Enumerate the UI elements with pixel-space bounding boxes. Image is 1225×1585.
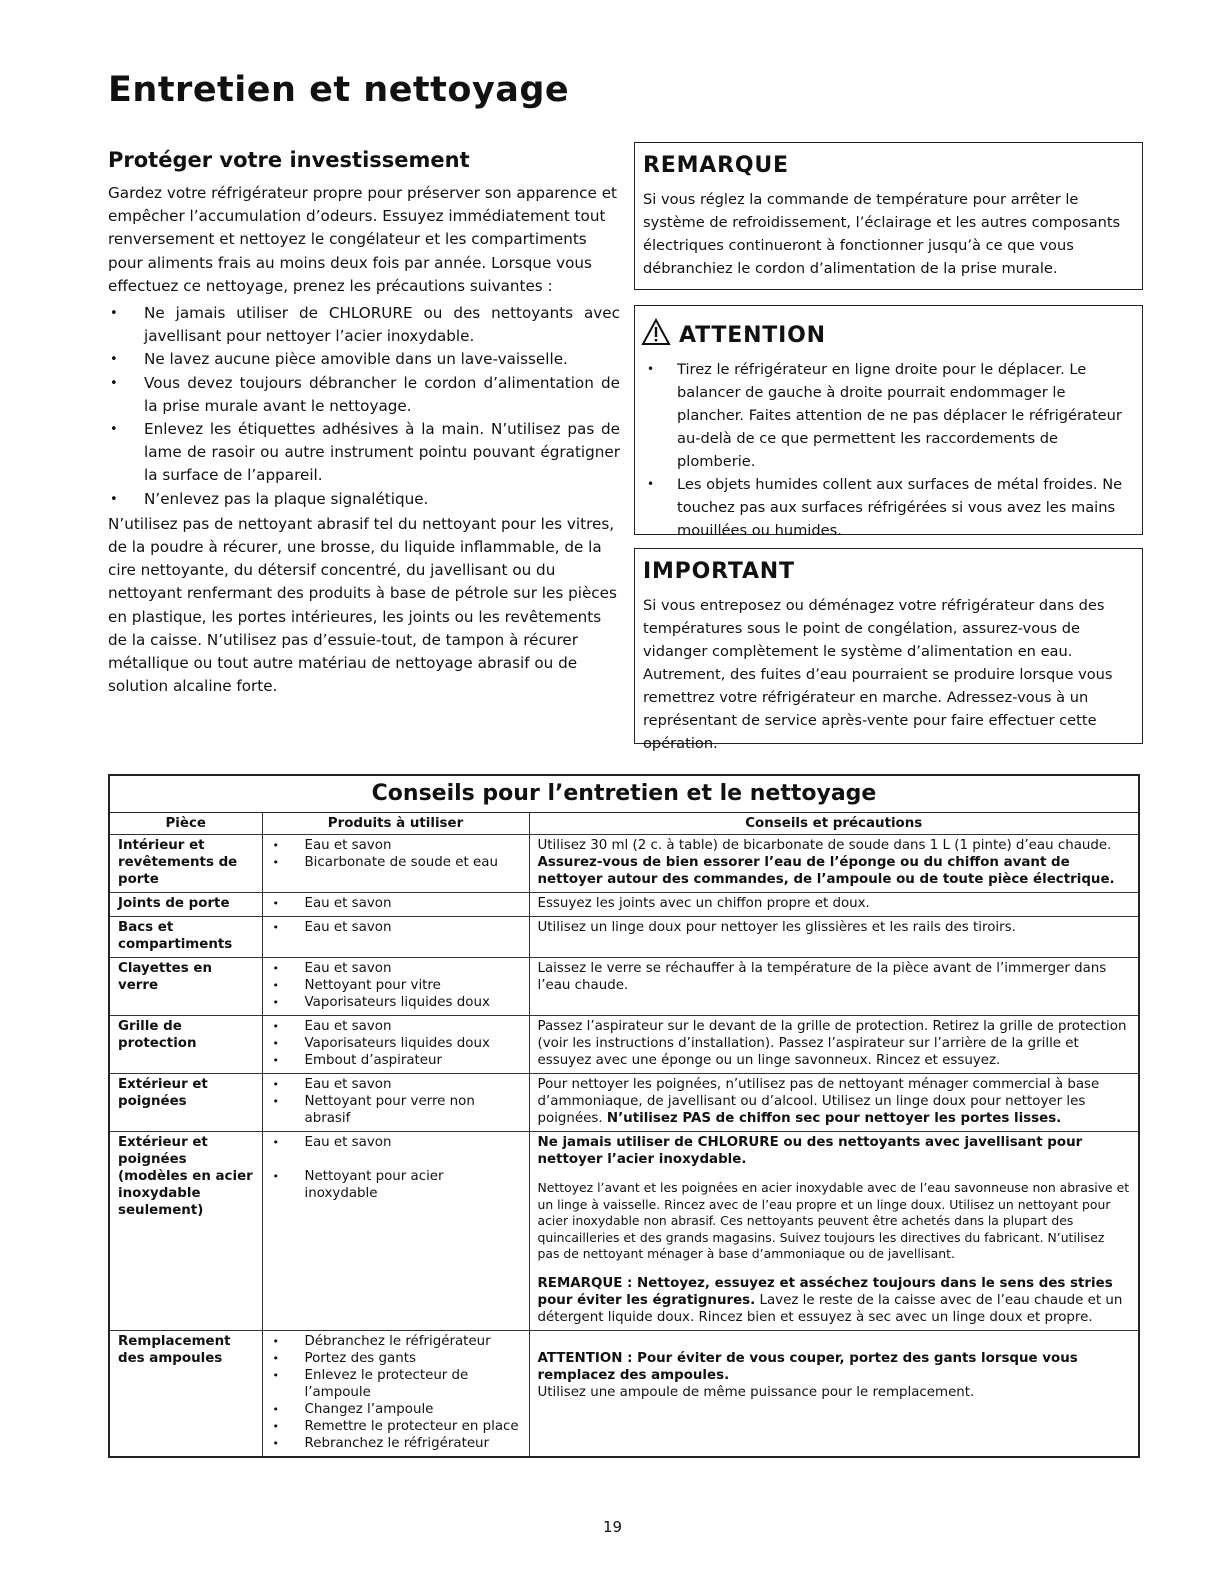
list-item: • Eau et savon bbox=[271, 895, 521, 912]
list-item: • N’enlevez pas la plaque signalétique. bbox=[108, 488, 620, 511]
tips-title: Conseils pour l’entretien et le nettoyage bbox=[110, 776, 1138, 813]
section-heading: Protéger votre investissement bbox=[108, 148, 470, 172]
header-row bbox=[110, 813, 1138, 835]
advice-bold-text: REMARQUE : Nettoyez, essuyez et asséchez toujours dans le sens des stries pour éviter les égratignures. bbox=[537, 1275, 1113, 1308]
list-item: • Tirez le réfrigérateur en ligne droite pour le déplacer. Le balancer de gauche à droite pourrait endommager le plancher. Faites attention de ne pas déplacer le réfrigérateur au-delà de ce que permettent les raccordements de plomberie. bbox=[641, 358, 1134, 473]
advice-cell: Utilisez un linge doux pour nettoyer les glissières et les rails des tiroirs. bbox=[529, 917, 1138, 958]
advice-cell: Passez l’aspirateur sur le devant de la grille de protection. Retirez la grille de protection (voir les instructions d’installation). Passez l’aspirateur sur l’arrière de la grille et essuyez avec une éponge ou un linge savonneux. Rincez et essuyez. bbox=[529, 1016, 1138, 1074]
list-item: • Ne lavez aucune pièce amovible dans un lave-vaisselle. bbox=[108, 348, 620, 371]
list-item: • Eau et savon bbox=[271, 1076, 521, 1093]
list-item: • Changez l’ampoule bbox=[271, 1401, 521, 1418]
products-cell bbox=[262, 1074, 529, 1132]
products-cell bbox=[262, 893, 529, 917]
attention-title: ATTENTION bbox=[679, 323, 826, 348]
part-cell: Intérieur et revêtements de porte bbox=[110, 835, 262, 893]
advice-cell: Essuyez les joints avec un chiffon propre et doux. bbox=[529, 893, 1138, 917]
page-number: 19 bbox=[602, 1518, 623, 1536]
attention-heading bbox=[641, 318, 1134, 348]
advice-cell bbox=[529, 1074, 1138, 1132]
products-cell bbox=[262, 917, 529, 958]
part-cell: Extérieur et poignées (modèles en acier inoxydable seulement) bbox=[110, 1132, 262, 1331]
precautions-list bbox=[108, 302, 620, 511]
part-cell: Joints de porte bbox=[110, 893, 262, 917]
table-row bbox=[110, 1330, 1138, 1456]
advice-warning: Ne jamais utiliser de CHLORURE ou des nettoyants avec javellisant pour nettoyer l’acier inoxydable. bbox=[537, 1135, 1083, 1167]
part-cell: Remplacement des ampoules bbox=[110, 1330, 262, 1456]
list-item: • Vous devez toujours débrancher le cordon d’alimentation de la prise murale avant le nettoyage. bbox=[108, 372, 620, 418]
list-item: • Rebranchez le réfrigérateur bbox=[271, 1435, 521, 1452]
column-header-products: Produits à utiliser bbox=[262, 813, 529, 835]
advice-note bbox=[538, 1275, 1131, 1326]
advice-text: Pour nettoyer les poignées, n’utilisez pas de nettoyant ménager commercial à base d’ammoniaque, de javellisant ou d’alcool. Utilisez un linge doux pour nettoyer les poignées. bbox=[537, 1077, 1100, 1126]
important-text: Si vous entreposez ou déménagez votre réfrigérateur dans des températures sous le point de congélation, assurez-vous de vidanger complètement le système d’alimentation en eau. Autrement, des fuites d’eau pourraient se produire lorsque vous remettrez votre réfrigérateur en marche. Adressez-vous à un représentant de service après-vente pour faire effectuer cette opération. bbox=[643, 597, 1113, 752]
list-item: • Eau et savon bbox=[271, 837, 521, 854]
important-box bbox=[634, 548, 1143, 752]
products-cell bbox=[262, 958, 529, 1016]
column-header-advice: Conseils et précautions bbox=[529, 813, 1138, 835]
page-title: Entretien et nettoyage bbox=[108, 70, 570, 110]
list-item: • Nettoyant pour verre non abrasif bbox=[271, 1093, 521, 1127]
products-cell bbox=[262, 1016, 529, 1074]
table-row bbox=[110, 1132, 1138, 1331]
protect-section bbox=[108, 148, 620, 698]
list-item: • Bicarbonate de soude et eau bbox=[271, 854, 521, 871]
table-row bbox=[110, 917, 1138, 958]
advice-bold-text: Assurez-vous de bien essorer l’eau de l’éponge ou du chiffon avant de nettoyer autour des commandes, de l’ampoule ou de toute pièce électrique. bbox=[537, 855, 1115, 887]
tips-grid bbox=[110, 813, 1138, 1456]
advice-cell bbox=[529, 835, 1138, 893]
advice-cell: Laissez le verre se réchauffer à la température de la pièce avant de l’immerger dans l’eau chaude. bbox=[529, 958, 1138, 1016]
list-item: • Débranchez le réfrigérateur bbox=[271, 1333, 521, 1350]
list-item: • Remettre le protecteur en place bbox=[271, 1418, 521, 1435]
part-cell: Bacs et compartiments bbox=[110, 917, 262, 958]
remarque-box bbox=[634, 142, 1143, 290]
warning-triangle-icon bbox=[641, 318, 671, 346]
list-item: • Portez des gants bbox=[271, 1350, 521, 1367]
advice-text: Nettoyez l’avant et les poignées en acier inoxydable avec de l’eau savonneuse non abrasive et un linge à vaisselle. Rincez avec de l’eau propre et un linge doux. Utilisez un nettoyant pour acier inoxydable non abrasif. Ces nettoyants peuvent être achetés dans la plupart des quincailleries et des grands magasins. Suivez toujours les directives du fabricant. N’utilisez pas de nettoyant ménager à base d’ammoniaque ou de javellisant. bbox=[537, 1180, 1130, 1262]
table-row bbox=[110, 893, 1138, 917]
list-item: • Eau et savon bbox=[271, 1134, 521, 1151]
remarque-text: Si vous réglez la commande de température pour arrêter le système de refroidissement, l’éclairage et les autres composants électriques continueront à fonctionner jusqu’à ce que vous débranchiez le cordon d’alimentation de la prise murale. bbox=[643, 191, 1121, 277]
products-cell bbox=[262, 1132, 529, 1331]
part-cell: Grille de protection bbox=[110, 1016, 262, 1074]
list-item: • Embout d’aspirateur bbox=[271, 1052, 521, 1069]
intro-paragraph: Gardez votre réfrigérateur propre pour préserver son apparence et empêcher l’accumulation d’odeurs. Essuyez immédiatement tout renversement et nettoyez le congélateur et les compartiments pour aliments frais au moins deux fois par année. Lorsque vous effectuez ce nettoyage, prenez les précautions suivantes : bbox=[108, 184, 617, 295]
table-row bbox=[110, 1074, 1138, 1132]
part-cell: Clayettes en verre bbox=[110, 958, 262, 1016]
attention-list bbox=[641, 358, 1134, 542]
part-cell: Extérieur et poignées bbox=[110, 1074, 262, 1132]
outro-paragraph: N’utilisez pas de nettoyant abrasif tel du nettoyant pour les vitres, de la poudre à récurer, une brosse, du liquide inflammable, de la cire nettoyante, du détersif concentré, du javellisant ou du nettoyant renfermant des produits à base de pétrole sur les pièces en plastique, les portes intérieures, les joints ou les revêtements de la caisse. N’utilisez pas d’essuie-tout, de tampon à récurer métallique ou tout autre matériau de nettoyage abrasif ou de solution alcaline forte. bbox=[108, 514, 617, 696]
advice-cell bbox=[529, 1132, 1138, 1331]
table-row bbox=[110, 835, 1138, 893]
products-cell bbox=[262, 835, 529, 893]
list-item: • Enlevez les étiquettes adhésives à la main. N’utilisez pas de lame de rasoir ou autre instrument pointu pouvant égratigner la surface de l’appareil. bbox=[108, 418, 620, 488]
important-title: IMPORTANT bbox=[643, 559, 795, 584]
remarque-title: REMARQUE bbox=[643, 153, 789, 178]
list-item: • Eau et savon bbox=[271, 919, 521, 936]
list-item: • Nettoyant pour acier inoxydable bbox=[271, 1168, 521, 1202]
list-item: • Enlevez le protecteur de l’ampoule bbox=[271, 1367, 521, 1401]
tips-table bbox=[108, 774, 1140, 1458]
list-item: • Vaporisateurs liquides doux bbox=[271, 994, 521, 1011]
list-item: • Vaporisateurs liquides doux bbox=[271, 1035, 521, 1052]
advice-text: Lavez le reste de la caisse avec de l’eau chaude et un détergent liquide doux. Rincez bien et essuyez à sec avec un linge doux et propre. bbox=[537, 1292, 1123, 1325]
list-item: • Ne jamais utiliser de CHLORURE ou des nettoyants avec javellisant pour nettoyer l’acier inoxydable. bbox=[108, 302, 620, 348]
advice-bold-text: ATTENTION : Pour éviter de vous couper, portez des gants lorsque vous remplacez des ampoules. bbox=[537, 1350, 1078, 1383]
list-item: • Eau et savon bbox=[271, 1018, 521, 1035]
advice-text: Utilisez une ampoule de même puissance pour le remplacement. bbox=[537, 1384, 975, 1400]
advice-bold-text: N’utilisez PAS de chiffon sec pour nettoyer les portes lisses. bbox=[606, 1111, 1062, 1126]
list-item: • Nettoyant pour vitre bbox=[271, 977, 521, 994]
list-item: • Les objets humides collent aux surfaces de métal froides. Ne touchez pas aux surfaces réfrigérées si vous avez les mains mouillées ou humides. bbox=[641, 473, 1134, 542]
list-item: • Eau et savon bbox=[271, 960, 521, 977]
advice-cell bbox=[529, 1330, 1138, 1456]
attention-box bbox=[634, 305, 1143, 539]
advice-text: Utilisez 30 ml (2 c. à table) de bicarbonate de soude dans 1 L (1 pinte) d’eau chaude. bbox=[537, 838, 1112, 853]
products-cell bbox=[262, 1330, 529, 1456]
table-row bbox=[110, 958, 1138, 1016]
column-header-part: Pièce bbox=[110, 813, 262, 835]
table-row bbox=[110, 1016, 1138, 1074]
